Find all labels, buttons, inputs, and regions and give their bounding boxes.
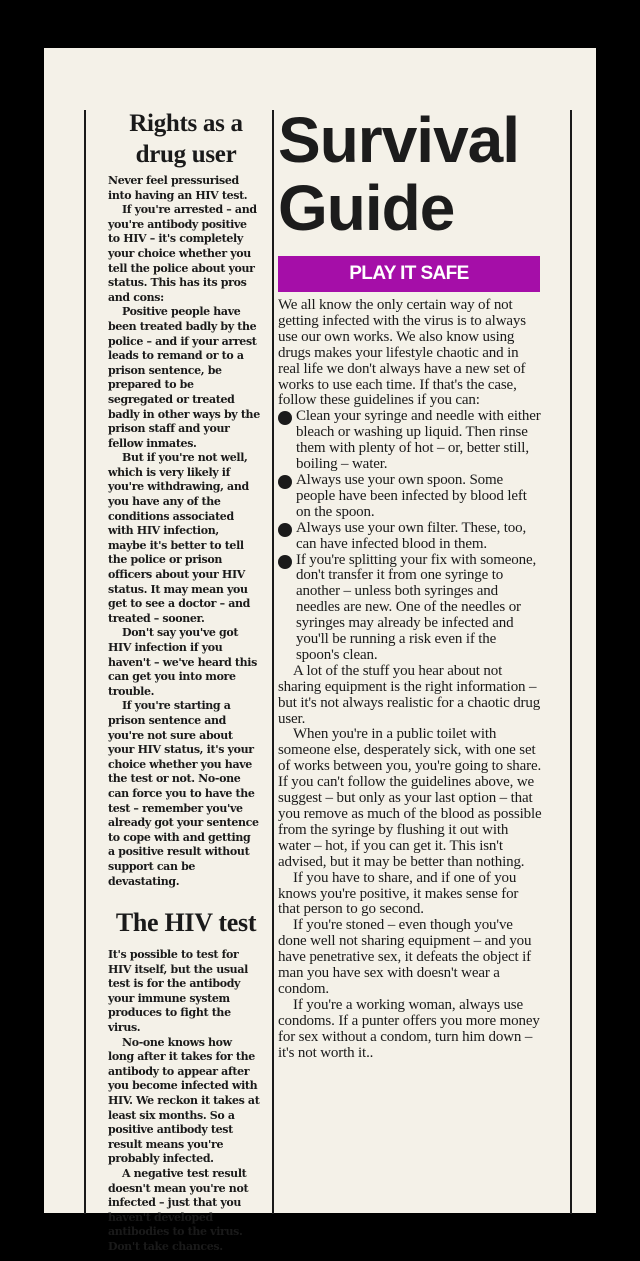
guideline-text: If you're splitting your fix with someone, don't transfer it from one syringe to another – unless both syringes and needles are new. One of the needles or syringes may already be infected and you'll be running a risk even if the spoon's clean. xyxy=(296,551,537,663)
guideline-item xyxy=(278,553,542,664)
paragraph: If you're stoned – even though you've done well not sharing equipment – and you have penetrative sex, it defeats the object if man you have sex with doesn't wear a condom. xyxy=(278,917,532,997)
right-rule xyxy=(570,110,572,1214)
paragraph: A negative test result doesn't mean you're not infected – just that you haven't developed antibodies to the virus. Don't take chances. xyxy=(108,1167,249,1253)
survival-body xyxy=(278,298,542,1062)
guideline-text: Always use your own spoon. Some people have been infected by blood left on the spoon. xyxy=(296,471,527,520)
guideline-text: Clean your syringe and needle with either bleach or washing up liquid. Then rinse them with plenty of hot – or, better still, boiling – water. xyxy=(296,408,541,473)
advice-paragraphs xyxy=(278,664,542,1062)
bullet-dot-icon xyxy=(278,555,292,569)
paragraph: If you're a working woman, always use condoms. If a punter offers you more money for sex without a condom, turn him down – it's not worth it.. xyxy=(278,996,540,1061)
leaflet-page xyxy=(44,48,596,1253)
paragraph: No-one knows how long after it takes for the antibody to appear after you become infected with HIV. We reckon it takes at least six months. So a positive antibody test result means you're probably infected. xyxy=(108,1035,260,1166)
paragraph: Don't say you've got HIV infection if you haven't – we've heard this can get you into more trouble. xyxy=(108,626,257,698)
guideline-item xyxy=(278,521,542,553)
paragraph: A lot of the stuff you hear about not sharing equipment is the right information – but it's not always realistic for a chaotic drug user. xyxy=(278,662,541,727)
left-column xyxy=(108,108,260,1255)
paragraph: If you have to share, and if one of you knows you're positive, it makes sense for that person to go second. xyxy=(278,869,519,918)
bullet-dot-icon xyxy=(278,411,292,425)
paragraph: But if you're not well, which is very likely if you're withdrawing, and you have any of the conditions associated with HIV infection, maybe it's better to tell the police or prison officers about your HIV status. It may mean you get to see a doctor – and treated – sooner. xyxy=(108,451,250,625)
bullet-dot-icon xyxy=(278,475,292,489)
paragraph: If you're starting a prison sentence and you're not sure about your HIV status, it's your choice whether you have the test or not. No-one can force you to have the test – remember you've already got your sentence to cope with and getting a positive result without support can be devastating. xyxy=(108,699,259,888)
play-it-safe-banner: PLAY IT SAFE xyxy=(278,256,540,292)
paragraph: Positive people have been treated badly by the police – and if your arrest leads to remand or to a prison sentence, be prepared to be segregated or treated badly in other ways by the prison staff and your fellow inmates. xyxy=(108,305,260,450)
guideline-text: Always use your own filter. These, too, can have infected blood in them. xyxy=(296,519,527,552)
guideline-item xyxy=(278,409,542,473)
paragraph: When you're in a public toilet with someone else, desperately sick, with one set of works between you, you're going to share. If you can't follow the guidelines above, we suggest – but only as your last option – that you remove as much of the blood as possible from the syringe by flushing it out with water – hot, if you can get it. This isn't advised, but it may be better than nothing. xyxy=(278,726,542,870)
survival-guide-title: Survival Guide xyxy=(278,104,520,244)
intro-paragraph: We all know the only certain way of not getting infected with the virus is to always use our own works. We also know using drugs makes your lifestyle chaotic and in real life we don't always have a new set of works to use each time. If that's the case, follow these guidelines if you can: xyxy=(278,297,526,409)
paragraph: If you're arrested – and you're antibody positive to HIV – it's completely your choice whether you tell the police about your status. This has its pros and cons: xyxy=(108,203,257,304)
rights-heading: Rights as a drug user xyxy=(129,110,243,168)
right-column xyxy=(278,106,542,1062)
paragraph: Never feel pressurised into having an HIV test. xyxy=(108,174,248,202)
hiv-test-heading: The HIV test xyxy=(115,908,257,938)
middle-rule xyxy=(272,110,274,1214)
guideline-item xyxy=(278,473,542,521)
rights-body xyxy=(108,174,260,889)
bullet-dot-icon xyxy=(278,523,292,537)
guideline-list xyxy=(278,409,542,664)
left-rule xyxy=(84,110,86,1214)
hiv-test-body xyxy=(108,948,260,1254)
paragraph: It's possible to test for HIV itself, but the usual test is for the antibody your immune system produces to fight the virus. xyxy=(108,948,248,1035)
